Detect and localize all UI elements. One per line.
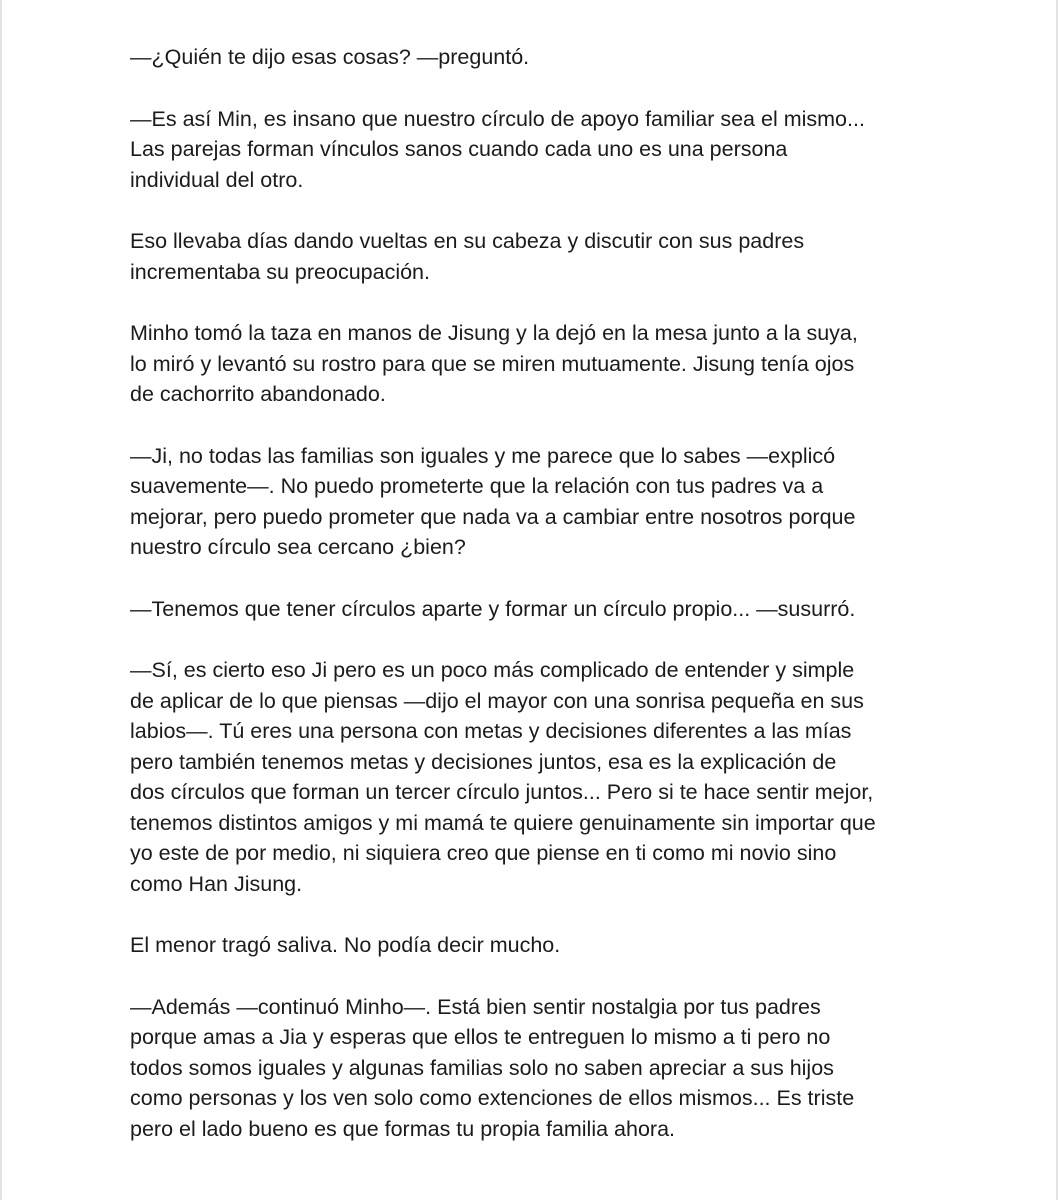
paragraph-4: Minho tomó la taza en manos de Jisung y la dejó en la mesa junto a la suya, lo miró y levantó su rostro para que se miren mutuamente. Jisung tenía ojos de cachorrito abandonado.: [130, 321, 858, 406]
paragraph-6: —Tenemos que tener círculos aparte y formar un círculo propio... —susurró.: [130, 596, 856, 621]
paragraph-7: —Sí, es cierto eso Ji pero es un poco más complicado de entender y simple de aplicar de lo que piensas —dijo el mayor con una sonrisa pequeña en sus labios—. Tú eres una persona con metas y decisiones diferentes a las mías pero también tenemos metas y decisiones juntos, esa es la explicación de dos círculos que forman un tercer círculo juntos... Pero si te hace sentir mejor, tenemos distintos amigos y mi mamá te quiere genuinamente sin importar que yo este de por medio, ni siquiera creo que piense en ti como mi novio sino como Han Jisung.: [130, 658, 876, 896]
paragraph-2: —Es así Min, es insano que nuestro círculo de apoyo familiar sea el mismo... Las parejas forman vínculos sanos cuando cada uno es una persona individual del otro.: [130, 106, 865, 192]
paragraph-9: —Además —continuó Minho—. Está bien sentir nostalgia por tus padres porque amas a Jia y esperas que ellos te entreguen lo mismo a ti pero no todos somos iguales y algunas familias solo no saben apreciar a sus hijos como personas y los ven solo como extenciones de ellos mismos... Es triste pero el lado bueno es que formas tu propia familia ahora.: [130, 994, 855, 1141]
paragraph-1: —¿Quién te dijo esas cosas? —preguntó.: [130, 45, 530, 69]
paragraph-8: El menor tragó saliva. No podía decir mucho.: [130, 933, 561, 957]
paragraph-3: Eso llevaba días dando vueltas en su cabeza y discutir con sus padres incrementaba su preocupación.: [130, 229, 805, 284]
paragraph-5: —Ji, no todas las familias son iguales y me parece que lo sabes —explicó suavemente—. No puedo prometerte que la relación con tus padres va a mejorar, pero puedo prometer que nada va a cambiar entre nosotros porque nuestro círculo sea cercano ¿bien?: [130, 443, 856, 559]
story-text: [130, 42, 950, 1175]
